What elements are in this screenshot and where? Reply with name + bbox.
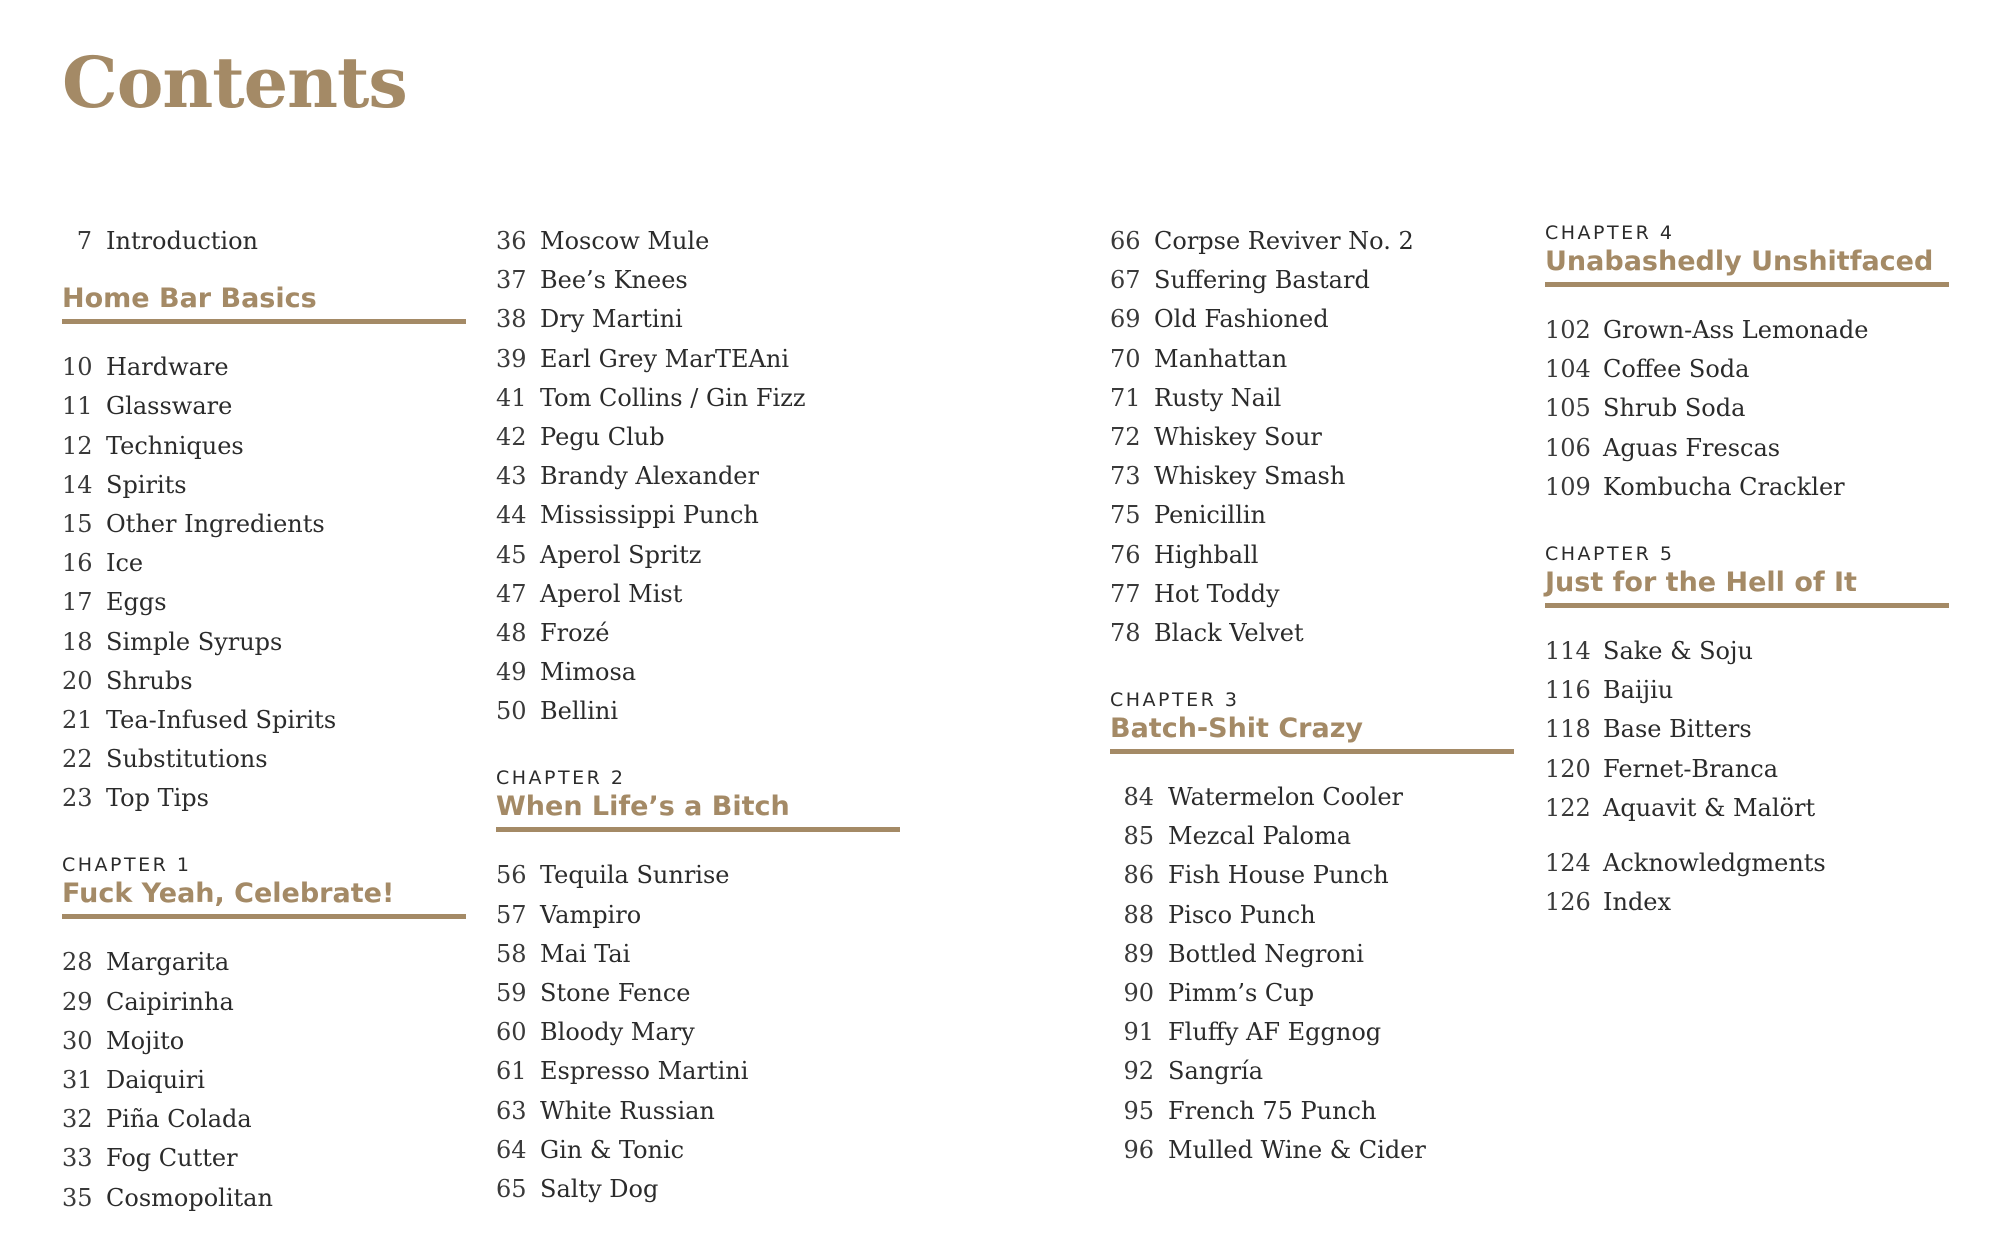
toc-entry (62, 701, 466, 740)
section-title: Batch-Shit Crazy (1110, 711, 1514, 754)
toc-page-number: 64 (496, 1135, 527, 1164)
toc-entry-title: Piña Colada (106, 1105, 252, 1134)
toc-page-number: 35 (62, 1183, 93, 1212)
toc-page-number: 49 (496, 658, 527, 687)
toc-entry-title: Simple Syrups (106, 627, 283, 656)
section-home-bar-basics (62, 281, 466, 818)
section-title: When Life’s a Bitch (496, 789, 900, 832)
toc-entry-title: French 75 Punch (1168, 1096, 1377, 1125)
toc-entry (496, 1013, 900, 1052)
toc-entry (1110, 614, 1514, 653)
toc-entry (62, 222, 466, 261)
toc-entry-title: Index (1603, 888, 1672, 917)
toc-page-number: 105 (1545, 394, 1591, 423)
toc-entry-title: Daiquiri (106, 1066, 205, 1094)
toc-entry-title: Black Velvet (1154, 618, 1304, 647)
chapter-label: CHAPTER 1 (62, 854, 192, 877)
toc-entry (1545, 789, 1949, 828)
toc-entry-title: Eggs (106, 588, 167, 617)
toc-page-number: 11 (62, 392, 93, 421)
toc-entry-title: Mojito (106, 1026, 185, 1055)
toc-entry-title: Acknowledgments (1603, 848, 1826, 877)
toc-entry (1110, 896, 1514, 935)
toc-entry (62, 1022, 466, 1061)
toc-entry (62, 427, 466, 466)
toc-page-number: 57 (496, 900, 527, 929)
toc-entry-title: Frozé (540, 618, 610, 647)
toc-list (1110, 222, 1514, 653)
toc-page-number: 78 (1110, 618, 1141, 647)
toc-entry-title: Spirits (106, 470, 187, 499)
toc-entry-title: Corpse Reviver No. 2 (1154, 227, 1414, 255)
toc-entry-title: Fish House Punch (1168, 861, 1389, 890)
toc-entry (496, 856, 900, 895)
toc-entry-title: Techniques (106, 431, 244, 460)
toc-entry-title: Bee’s Knees (540, 266, 688, 295)
toc-entry-title: Tom Collins / Gin Fizz (540, 383, 806, 412)
toc-page-number: 96 (1123, 1135, 1154, 1164)
toc-entry-title: Shrubs (106, 666, 193, 695)
toc-entry (496, 300, 900, 339)
toc-page-number: 56 (496, 861, 527, 890)
toc-entry (496, 379, 900, 418)
section-title: Unabashedly Unshitfaced (1545, 244, 1949, 287)
toc-page-number: 86 (1123, 861, 1154, 890)
toc-entry-title: White Russian (540, 1096, 715, 1125)
toc-entry (62, 662, 466, 701)
toc-entry-title: Whiskey Smash (1154, 462, 1346, 491)
toc-column-4 (1545, 222, 1949, 922)
toc-column-1 (62, 222, 466, 1218)
toc-page-number: 36 (496, 227, 527, 255)
toc-page-number: 126 (1545, 888, 1591, 917)
toc-page-number: 60 (496, 1018, 527, 1047)
toc-entry-title: Whiskey Sour (1154, 422, 1322, 451)
toc-entry-title: Penicillin (1154, 501, 1267, 530)
toc-page-number: 59 (496, 979, 527, 1007)
toc-entry (62, 544, 466, 583)
toc-list (1545, 632, 1949, 828)
toc-entry-title: Coffee Soda (1603, 355, 1750, 384)
toc-page-number: 37 (496, 266, 527, 295)
chapter-label: CHAPTER 3 (1110, 689, 1240, 712)
toc-page-number: 65 (496, 1174, 527, 1203)
toc-page-number: 33 (62, 1144, 93, 1173)
toc-entry-title: Manhattan (1154, 344, 1288, 373)
toc-entry-title: Aperol Mist (540, 579, 683, 608)
toc-entry-title: Tequila Sunrise (540, 861, 730, 890)
toc-entry (496, 457, 900, 496)
toc-page-number: 85 (1123, 822, 1154, 851)
toc-column-2 (496, 222, 900, 1209)
toc-entry (496, 935, 900, 974)
toc-entry-title: Sangría (1168, 1057, 1264, 1086)
toc-page-number: 102 (1545, 316, 1591, 344)
toc-page-number: 63 (496, 1096, 527, 1125)
toc-entry (1545, 750, 1949, 789)
toc-entry (496, 1170, 900, 1209)
toc-entry (1110, 222, 1514, 261)
toc-entry (496, 1131, 900, 1170)
toc-entry (496, 418, 900, 457)
toc-entry-title: Top Tips (106, 784, 209, 813)
toc-page-number: 15 (62, 509, 93, 538)
toc-page-number: 118 (1545, 715, 1591, 744)
toc-entry (496, 261, 900, 300)
toc-entry-title: Brandy Alexander (540, 462, 759, 491)
toc-page-number: 22 (62, 745, 93, 774)
toc-page-number: 29 (62, 987, 93, 1016)
toc-entry (1545, 883, 1949, 922)
toc-entry (496, 222, 900, 261)
toc-entry-title: Bottled Negroni (1168, 939, 1364, 968)
toc-entry (62, 983, 466, 1022)
toc-entry (1545, 844, 1949, 883)
toc-entry (62, 1179, 466, 1218)
toc-page-number: 116 (1545, 676, 1591, 705)
toc-entry-title: Mimosa (540, 658, 637, 687)
toc-entry-title: Mai Tai (540, 939, 631, 968)
toc-entry-title: Fog Cutter (106, 1144, 238, 1173)
toc-page-number: 21 (62, 705, 93, 734)
toc-page-number: 47 (496, 579, 527, 608)
toc-entry (1110, 575, 1514, 614)
toc-page-number: 28 (62, 948, 93, 977)
toc-entry-title: Margarita (106, 948, 230, 977)
toc-page-number: 18 (62, 627, 93, 656)
toc-entry-title: Moscow Mule (540, 227, 710, 255)
chapter-label: CHAPTER 5 (1545, 542, 1675, 565)
toc-entry (1110, 261, 1514, 300)
toc-page-number: 69 (1110, 305, 1141, 334)
toc-entry-title: Pisco Punch (1168, 900, 1316, 929)
toc-page-number: 114 (1545, 636, 1591, 665)
toc-list (62, 348, 466, 818)
toc-entry-title: Highball (1154, 540, 1259, 569)
section-chapter-2 (496, 767, 900, 1209)
toc-entry (1110, 778, 1514, 817)
toc-page-number: 104 (1545, 355, 1591, 384)
toc-page-number: 72 (1110, 422, 1141, 451)
toc-page-number: 88 (1123, 900, 1154, 929)
toc-entry-title: Earl Grey MarTEAni (540, 344, 789, 373)
toc-entry (1110, 496, 1514, 535)
toc-page-number: 92 (1123, 1057, 1154, 1086)
toc-entry-title: Suffering Bastard (1154, 266, 1370, 295)
toc-page-number: 76 (1110, 540, 1141, 569)
toc-entry (1110, 1131, 1514, 1170)
toc-entry (1545, 710, 1949, 749)
toc-entry-title: Aquavit & Malört (1603, 793, 1816, 822)
toc-entry (62, 348, 466, 387)
section-title: Fuck Yeah, Celebrate! (62, 876, 466, 919)
toc-page-number: 106 (1545, 433, 1591, 462)
toc-page-number: 31 (62, 1066, 93, 1094)
section-title: Home Bar Basics (62, 281, 466, 324)
toc-page-number: 91 (1123, 1018, 1154, 1047)
toc-page-number: 66 (1110, 227, 1141, 255)
toc-page-number: 10 (62, 353, 93, 382)
toc-entry (1110, 1052, 1514, 1091)
toc-page-number: 39 (496, 344, 527, 373)
toc-page-number: 7 (76, 227, 92, 255)
toc-entry-title: Aguas Frescas (1603, 433, 1781, 462)
toc-entry-title: Hot Toddy (1154, 579, 1280, 608)
toc-page-number: 42 (496, 422, 527, 451)
chapter-label: CHAPTER 2 (496, 767, 626, 790)
toc-entry (496, 692, 900, 731)
toc-page-number: 70 (1110, 344, 1141, 373)
toc-entry (1110, 1092, 1514, 1131)
toc-page-number: 38 (496, 305, 527, 334)
toc-entry (62, 1100, 466, 1139)
section-title: Just for the Hell of It (1545, 565, 1949, 608)
toc-list-back-matter (1545, 844, 1949, 922)
toc-entry (1110, 817, 1514, 856)
toc-page-number: 12 (62, 431, 93, 460)
toc-list (1545, 311, 1949, 507)
toc-page-number: 122 (1545, 793, 1591, 822)
toc-entry-title: Gin & Tonic (540, 1135, 685, 1164)
toc-entry (62, 1061, 466, 1100)
toc-entry (1110, 457, 1514, 496)
toc-entry (62, 583, 466, 622)
toc-entry (1545, 671, 1949, 710)
toc-entry-title: Dry Martini (540, 305, 683, 334)
toc-page-number: 75 (1110, 501, 1141, 530)
toc-list (62, 943, 466, 1217)
page-title: Contents (62, 41, 407, 124)
toc-list (1110, 778, 1514, 1170)
toc-page-number: 89 (1123, 939, 1154, 968)
toc-page-number: 61 (496, 1057, 527, 1086)
toc-page-number: 45 (496, 540, 527, 569)
toc-entry-title: Base Bitters (1603, 715, 1752, 744)
toc-entry-title: Kombucha Crackler (1603, 472, 1845, 501)
toc-entry-title: Shrub Soda (1603, 394, 1746, 423)
toc-entry-title: Mulled Wine & Cider (1168, 1135, 1426, 1164)
toc-entry (496, 496, 900, 535)
toc-entry-title: Grown-Ass Lemonade (1603, 316, 1869, 344)
toc-entry-title: Bloody Mary (540, 1018, 695, 1047)
toc-entry (62, 779, 466, 818)
toc-page-number: 67 (1110, 266, 1141, 295)
toc-entry-title: Aperol Spritz (540, 540, 702, 569)
section-chapter-3 (1110, 689, 1514, 1170)
toc-entry-title: Mississippi Punch (540, 501, 759, 530)
toc-entry-title: Sake & Soju (1603, 636, 1753, 665)
toc-entry (62, 387, 466, 426)
toc-entry-title: Rusty Nail (1154, 383, 1282, 412)
toc-entry-title: Other Ingredients (106, 509, 325, 538)
toc-entry-title: Baijiu (1603, 676, 1674, 705)
toc-entry (1545, 632, 1949, 671)
toc-entry-title: Glassware (106, 392, 233, 421)
toc-entry-title: Ice (106, 549, 144, 578)
toc-entry (62, 1139, 466, 1178)
toc-entry (1545, 350, 1949, 389)
toc-page-number: 44 (496, 501, 527, 530)
toc-entry (1110, 536, 1514, 575)
toc-page-number: 32 (62, 1105, 93, 1134)
toc-entry (496, 653, 900, 692)
toc-entry (1545, 311, 1949, 350)
toc-page-number: 48 (496, 618, 527, 647)
toc-entry (1545, 389, 1949, 428)
toc-page-number: 58 (496, 939, 527, 968)
toc-page-number: 23 (62, 784, 93, 813)
toc-page-number: 90 (1123, 979, 1154, 1007)
toc-entry (1110, 418, 1514, 457)
toc-entry (496, 974, 900, 1013)
toc-entry (496, 614, 900, 653)
toc-entry-title: Fluffy AF Eggnog (1168, 1018, 1382, 1047)
toc-entry (496, 340, 900, 379)
toc-entry-title: Watermelon Cooler (1168, 783, 1403, 812)
toc-list (62, 222, 466, 261)
toc-entry (62, 466, 466, 505)
toc-entry-title: Salty Dog (540, 1174, 659, 1203)
toc-entry (62, 943, 466, 982)
toc-entry (496, 896, 900, 935)
section-chapter-5 (1545, 543, 1949, 828)
toc-entry-title: Pimm’s Cup (1168, 979, 1315, 1007)
toc-entry (1110, 935, 1514, 974)
toc-page-number: 14 (62, 470, 93, 499)
toc-entry (496, 575, 900, 614)
toc-page-number: 20 (62, 666, 93, 695)
toc-entry-title: Fernet-Branca (1603, 754, 1779, 783)
toc-entry-title: Espresso Martini (540, 1057, 749, 1086)
section-chapter-4 (1545, 222, 1949, 507)
toc-entry-title: Stone Fence (540, 979, 691, 1007)
toc-page-number: 17 (62, 588, 93, 617)
toc-page-number: 124 (1545, 848, 1591, 877)
toc-column-3 (1110, 222, 1514, 1170)
toc-entry-title: Cosmopolitan (106, 1183, 273, 1212)
toc-page-number: 109 (1545, 472, 1591, 501)
toc-entry-title: Caipirinha (106, 987, 234, 1016)
toc-entry-title: Vampiro (540, 900, 642, 929)
toc-page-number: 73 (1110, 462, 1141, 491)
toc-page-number: 77 (1110, 579, 1141, 608)
toc-entry (496, 536, 900, 575)
toc-entry-title: Introduction (106, 227, 258, 255)
toc-entry-title: Hardware (106, 353, 229, 382)
toc-entry-title: Pegu Club (540, 422, 665, 451)
toc-entry (1545, 429, 1949, 468)
toc-entry-title: Old Fashioned (1154, 305, 1329, 334)
chapter-label: CHAPTER 4 (1545, 222, 1675, 244)
toc-page-number: 16 (62, 549, 93, 578)
section-chapter-1 (62, 854, 466, 1217)
toc-page-number: 50 (496, 697, 527, 726)
toc-entry-title: Mezcal Paloma (1168, 822, 1352, 851)
toc-page-number: 43 (496, 462, 527, 491)
toc-entry (1110, 856, 1514, 895)
toc-entry-title: Bellini (540, 697, 618, 726)
toc-page-number: 41 (496, 383, 527, 412)
toc-entry (1110, 340, 1514, 379)
toc-entry (1110, 1013, 1514, 1052)
toc-page-number: 84 (1123, 783, 1154, 812)
toc-page-number: 120 (1545, 754, 1591, 783)
toc-entry (1110, 974, 1514, 1013)
toc-entry (1545, 468, 1949, 507)
toc-entry (496, 1052, 900, 1091)
toc-list (496, 856, 900, 1209)
toc-entry (62, 505, 466, 544)
toc-entry (1110, 379, 1514, 418)
toc-page-number: 30 (62, 1026, 93, 1055)
toc-page-number: 71 (1110, 383, 1141, 412)
toc-entry (1110, 300, 1514, 339)
toc-page-number: 95 (1123, 1096, 1154, 1125)
toc-entry (496, 1092, 900, 1131)
toc-entry (62, 623, 466, 662)
toc-entry-title: Substitutions (106, 745, 268, 774)
toc-list (496, 222, 900, 731)
toc-entry (62, 740, 466, 779)
toc-entry-title: Tea-Infused Spirits (106, 705, 337, 734)
